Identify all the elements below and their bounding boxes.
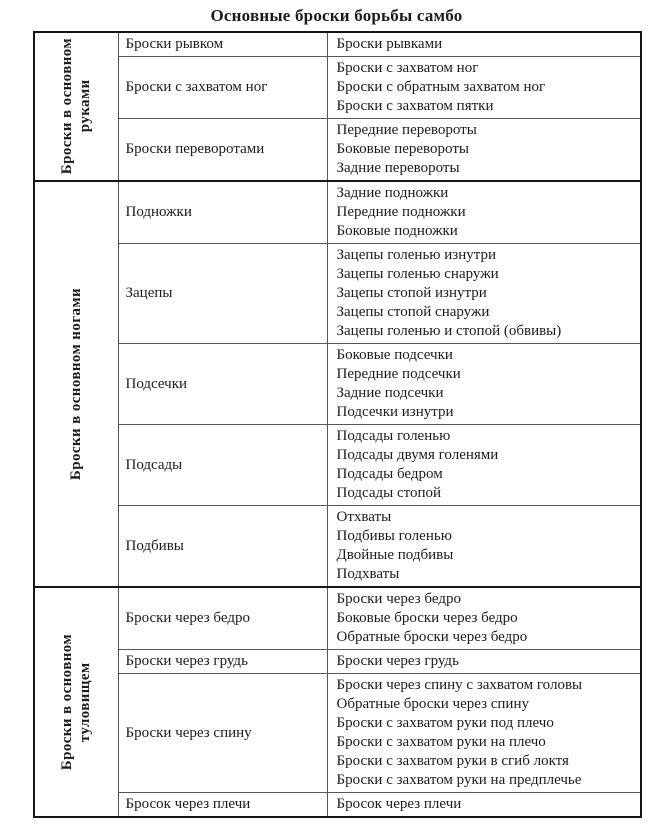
throw-variant: Броски с захватом руки в сгиб локтя xyxy=(336,753,569,769)
throw-variant: Боковые подсечки xyxy=(336,347,453,363)
throw-type-cell xyxy=(118,244,327,344)
group-label-legs xyxy=(34,181,118,587)
throw-variant: Броски через спину с захватом головы xyxy=(336,677,583,693)
throw-variant: Зацепы стопой изнутри xyxy=(336,285,487,301)
throw-variants-cell xyxy=(327,650,641,674)
throw-variant: Броски с захватом руки под плечо xyxy=(336,715,554,731)
throw-variant: Подхваты xyxy=(336,566,400,582)
throw-variant: Броски с обратным захватом ног xyxy=(336,79,546,95)
table-row xyxy=(34,119,641,182)
group-label-legs-text: Броски в основном ногами xyxy=(68,287,85,481)
throw-type: Подсечки xyxy=(125,375,188,392)
throw-variant: Подсады голенью xyxy=(336,428,451,444)
throw-variants-cell xyxy=(327,344,641,425)
throw-type: Подсады xyxy=(125,456,183,473)
throw-type-cell xyxy=(118,793,327,818)
throw-type-cell xyxy=(118,57,327,119)
throw-type-cell xyxy=(118,587,327,650)
throw-variant: Задние перевороты xyxy=(336,160,460,176)
throw-variant: Зацепы голенью снаружи xyxy=(336,266,499,282)
group-label-arms-text: Броски в основном руками xyxy=(59,38,94,175)
sambo-throws-table xyxy=(33,31,642,818)
throw-type-cell xyxy=(118,650,327,674)
throw-variants-cell xyxy=(327,506,641,588)
throw-type-cell xyxy=(118,119,327,182)
throw-type: Подножки xyxy=(125,204,192,220)
throw-variants-cell xyxy=(327,119,641,182)
throw-variants-cell xyxy=(327,57,641,119)
throw-variant: Передние подножки xyxy=(336,204,466,220)
throw-variant: Боковые подножки xyxy=(336,223,458,239)
throw-type: Бросок через плечи xyxy=(125,796,251,812)
throw-variant: Броски с захватом руки на предплечье xyxy=(336,772,582,788)
throw-variant: Подсады бедром xyxy=(336,466,443,482)
throw-type-cell xyxy=(118,344,327,425)
table-row xyxy=(34,425,641,506)
group-label-torso xyxy=(34,587,118,817)
table-row xyxy=(34,650,641,674)
throw-variants-cell xyxy=(327,32,641,57)
throw-variant: Броски с захватом пятки xyxy=(336,98,494,114)
throw-type: Броски через грудь xyxy=(125,653,248,669)
throw-variant: Броски с захватом ног xyxy=(336,60,479,76)
throw-variant: Зацепы голенью и стопой (обвивы) xyxy=(336,323,562,339)
throw-variants-cell xyxy=(327,587,641,650)
throw-variant: Бросок через плечи xyxy=(336,796,462,812)
throw-variant: Боковые броски через бедро xyxy=(336,610,518,626)
throw-variant: Броски рывками xyxy=(336,36,443,52)
throw-type-cell xyxy=(118,506,327,588)
throw-variant: Задние подсечки xyxy=(336,385,444,401)
throw-type: Броски рывком xyxy=(125,36,224,52)
throw-type: Броски через спину xyxy=(125,724,252,741)
throw-variant: Обратные броски через спину xyxy=(336,696,529,712)
throw-variants-cell xyxy=(327,674,641,793)
throw-type-cell xyxy=(118,181,327,244)
throw-variant: Отхваты xyxy=(336,509,392,525)
throw-variant: Подсады двумя голенями xyxy=(336,447,499,463)
throw-type-cell xyxy=(118,32,327,57)
throw-variants-cell xyxy=(327,425,641,506)
throw-variants-cell xyxy=(327,793,641,818)
throw-variant: Обратные броски через бедро xyxy=(336,629,528,645)
table-row xyxy=(34,181,641,244)
throw-variant: Задние подножки xyxy=(336,185,449,201)
throw-variants-cell xyxy=(327,244,641,344)
table-row xyxy=(34,587,641,650)
table-row xyxy=(34,244,641,344)
table-row xyxy=(34,506,641,588)
throw-variant: Передние подсечки xyxy=(336,366,461,382)
throw-variant: Передние перевороты xyxy=(336,122,477,138)
throw-type: Подбивы xyxy=(125,537,184,554)
throw-variant: Боковые перевороты xyxy=(336,141,469,157)
throw-variants-cell xyxy=(327,181,641,244)
throw-variant: Двойные подбивы xyxy=(336,547,454,563)
throw-variant: Броски через бедро xyxy=(336,591,461,607)
throw-variant: Зацепы голенью изнутри xyxy=(336,247,497,263)
throw-variant: Зацепы стопой снаружи xyxy=(336,304,490,320)
throw-type: Зацепы xyxy=(125,285,173,301)
table-row xyxy=(34,793,641,818)
throw-variant: Броски через грудь xyxy=(336,653,459,669)
throw-type-cell xyxy=(118,674,327,793)
throw-variant: Броски с захватом руки на плечо xyxy=(336,734,546,750)
throw-variant: Подбивы голенью xyxy=(336,528,452,544)
throw-type-cell xyxy=(118,425,327,506)
throw-type: Броски переворотами xyxy=(125,141,265,157)
group-label-arms xyxy=(34,32,118,181)
table-row xyxy=(34,674,641,793)
table-row xyxy=(34,32,641,57)
table-title: Основные броски борьбы самбо xyxy=(210,6,463,25)
throw-type: Броски с захватом ног xyxy=(125,79,268,95)
table-row xyxy=(34,57,641,119)
throw-type: Броски через бедро xyxy=(125,610,250,626)
group-label-torso-text: Броски в основном туловищем xyxy=(59,633,94,771)
throw-variant: Подсечки изнутри xyxy=(336,404,454,420)
table-row xyxy=(34,344,641,425)
throw-variant: Подсады стопой xyxy=(336,485,442,501)
